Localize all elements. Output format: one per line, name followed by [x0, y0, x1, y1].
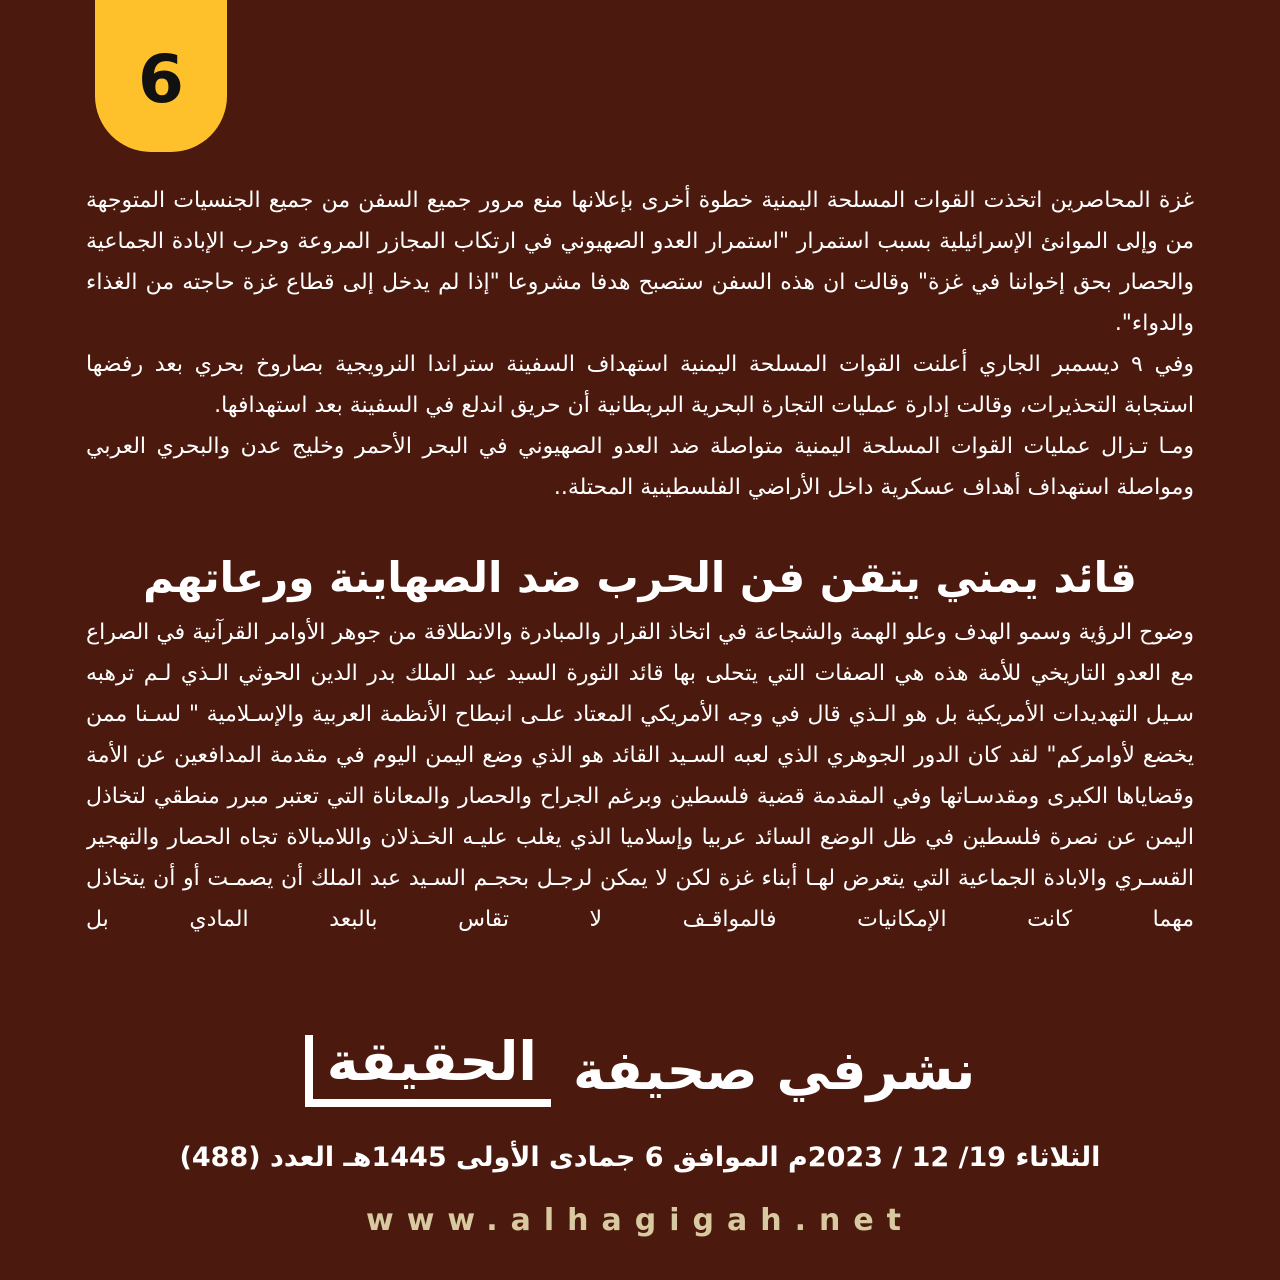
article-body — [86, 612, 1194, 952]
issue-dateline: الثلاثاء 19/ 12 / 2023م الموافق 6 جمادى الأولى 1445هـ العدد (488) — [179, 1142, 1101, 1173]
section-heading: قائد يمني يتقن فن الحرب ضد الصهاينة ورعاتهم — [143, 553, 1137, 602]
page-number-badge — [95, 0, 227, 152]
paragraph-body: وضوح الرؤية وسمو الهدف وعلو الهمة والشجاعة في اتخاذ القرار والمبادرة والانطلاقة من جوهر الأوامر القرآنية في الصراع مع العدو التاريخي للأمة هذه هي الصفات التي يتحلى بها قائد الثورة السيد عبد الملك بدر الدين الحوثي الـذي لـم ترهبه سـيل التهديدات الأمريكية بل هو الـذي قال في وجه الأمريكي المعتاد علـى انبطاح الأنظمة العربية والإسـلامية " لسـنا ممن يخضع لأوامركم" لقد كان الدور الجوهري الذي لعبه السـيد القائد هو الذي وضع اليمن اليوم في مقدمة المدافعين عن الأمة وقضاياها الكبرى ومقدسـاتها وفي المقدمة قضية فلسطين وبرغم الجراح والحصار والمعاناة التي تعتبر مبرر منطقي لتخاذل اليمن عن نصرة فلسطين في ظل الوضع السائد عربيا وإسلاميا الذي يغلب عليـه الخـذلان واللامبالاة تجاه الحصار والتهجير القسـري والابادة الجماعية التي يتعرض لهـا أبناء غزة لكن لا يمكن لرجـل بحجـم السـيد عبد الملك أن يصمـت أو أن يتخاذل مهما كانت الإمكانيات فالمواقـف لا تقاس بالبعد المادي بل — [86, 620, 1194, 932]
page-number: 6 — [138, 41, 184, 118]
paragraph-3: ومـا تـزال عمليات القوات المسلحة اليمنية متواصلة ضد العدو الصهيوني في البحر الأحمر وخليج عدن والبحري العربي ومواصلة استهداف أهداف عسكرية داخل الأراضي الفلسطينية المحتلة.. — [86, 434, 1194, 500]
paragraph-1: غزة المحاصرين اتخذت القوات المسلحة اليمنية خطوة أخرى بإعلانها منع مرور جميع السفن من جميع الجنسيات المتوجهة من وإلى الموانئ الإسرائيلية بسبب استمرار "استمرار العدو الصهيوني في ارتكاب المجازر المروعة وحرب الإبادة الجماعية والحصار بحق إخواننا في غزة" وقالت ان هذه السفن ستصبح هدفا مشروعا "إذا لم يدخل إلى قطاع غزة حاجته من الغذاء والدواء". — [86, 188, 1194, 336]
website-url[interactable]: www.alhagigah.net — [365, 1203, 915, 1238]
brand-lead-text: نشرفي صحيفة — [572, 1039, 976, 1102]
publisher-brand — [300, 1028, 980, 1114]
paragraph-2: وفي ٩ ديسمبر الجاري أعلنت القوات المسلحة اليمنية استهداف السفينة ستراندا النرويجية بصاروخ بحري بعد رفضها استجابة التحذيرات، وقالت إدارة عمليات التجارة البحرية البريطانية أن حريق اندلع في السفينة بعد استهدافها. — [86, 352, 1194, 418]
article-intro — [86, 180, 1194, 528]
newspaper-logo: الحقيقة — [305, 1035, 551, 1107]
